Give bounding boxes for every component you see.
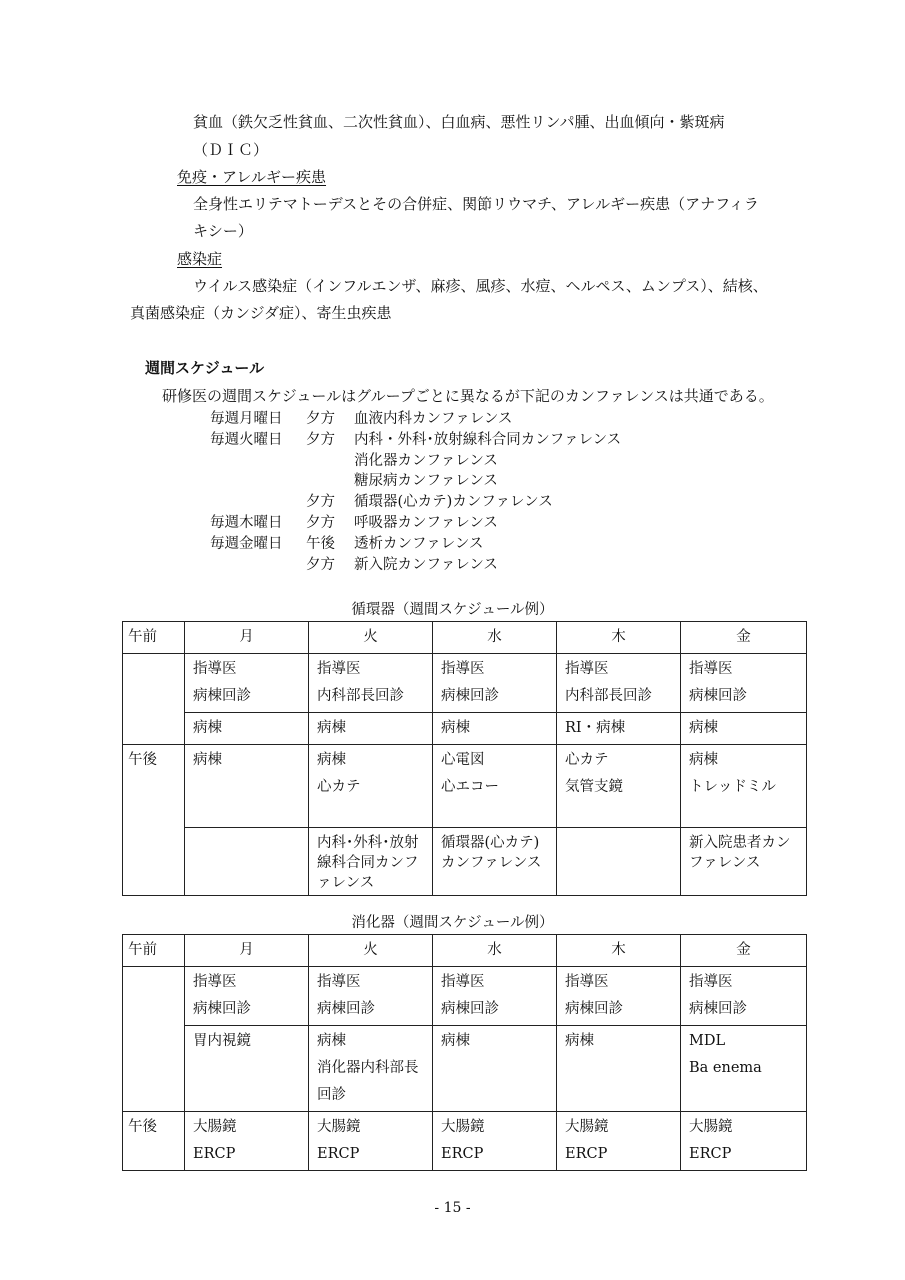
table-row <box>123 828 807 896</box>
schedule-cell: 指導医 病棟回診 <box>681 654 807 713</box>
conference-time: 夕方 <box>306 556 335 573</box>
conference-day: 毎週火曜日 <box>210 431 283 448</box>
schedule-cell <box>185 828 309 896</box>
conference-time: 夕方 <box>306 431 335 448</box>
immune-heading: 免疫・アレルギー疾患 <box>177 168 327 186</box>
conference-name: 透析カンファレンス <box>354 535 484 552</box>
schedule-cell: 新入院患者カンファレンス <box>681 828 807 896</box>
day-header: 金 <box>681 935 807 967</box>
schedule-cell: 内科･外科･放射線科合同カンファレンス <box>309 828 433 896</box>
am-block-cell <box>123 654 185 745</box>
table-row <box>123 654 807 713</box>
conference-name: 内科・外科･放射線科合同カンファレンス <box>354 431 622 448</box>
schedule-cell: 病棟 <box>433 713 557 745</box>
cardiology-table-caption: 循環器（週間スケジュール例） <box>351 602 554 618</box>
table-row <box>123 1026 807 1112</box>
am-label: 午前 <box>123 622 185 654</box>
schedule-cell: 心電図 心エコー <box>433 745 557 828</box>
weekly-schedule-heading: 週間スケジュール <box>145 359 265 377</box>
conference-time: 夕方 <box>306 494 335 511</box>
schedule-cell: MDL Ba enema <box>681 1026 807 1112</box>
conference-name: 消化器カンファレンス <box>354 452 498 469</box>
conference-time: 夕方 <box>306 515 335 531</box>
schedule-cell: 指導医 病棟回診 <box>433 967 557 1026</box>
table-row <box>123 745 807 828</box>
schedule-cell: 病棟 トレッドミル <box>681 745 807 828</box>
schedule-cell: 指導医 病棟回診 <box>681 967 807 1026</box>
schedule-cell: 大腸鏡 ERCP <box>185 1112 309 1171</box>
schedule-cell: 指導医 病棟回診 <box>433 654 557 713</box>
table-header-row <box>123 622 807 654</box>
schedule-cell: 病棟 消化器内科部長 回診 <box>309 1026 433 1112</box>
conference-time: 夕方 <box>306 411 335 427</box>
schedule-cell: 大腸鏡 ERCP <box>433 1112 557 1171</box>
schedule-cell: 病棟 <box>185 713 309 745</box>
conference-name: 循環器(心カテ)カンファレンス <box>354 494 553 511</box>
schedule-cell: 病棟 <box>185 745 309 828</box>
schedule-cell: 指導医 病棟回診 <box>309 967 433 1026</box>
schedule-cell: 病棟 <box>681 713 807 745</box>
day-header: 月 <box>185 622 309 654</box>
day-header: 月 <box>185 935 309 967</box>
blood-diseases-line-1: 貧血（鉄欠乏性貧血、二次性貧血）、白血病、悪性リンパ腫、出血傾向・紫斑病 <box>193 113 725 131</box>
table-row <box>123 967 807 1026</box>
conference-day: 毎週金曜日 <box>210 535 283 552</box>
schedule-cell <box>557 828 681 896</box>
schedule-cell: 病棟 <box>433 1026 557 1112</box>
gastro-schedule-table <box>122 934 807 1171</box>
blood-diseases-line-2: （ＤＩＣ） <box>193 141 269 159</box>
schedule-cell: 大腸鏡 ERCP <box>557 1112 681 1171</box>
day-header: 金 <box>681 622 807 654</box>
day-header: 木 <box>557 622 681 654</box>
pm-label: 午後 <box>123 1112 185 1171</box>
schedule-cell: 指導医 病棟回診 <box>185 967 309 1026</box>
gastro-table-caption: 消化器（週間スケジュール例） <box>351 915 554 931</box>
schedule-cell: RI・病棟 <box>557 713 681 745</box>
infection-diseases-line-2: 真菌感染症（カンジダ症）、寄生虫疾患 <box>130 304 392 322</box>
conference-name: 糖尿病カンファレンス <box>354 473 498 490</box>
cardiology-schedule-table <box>122 621 807 896</box>
schedule-cell: 病棟 <box>557 1026 681 1112</box>
immune-diseases-line-2: キシー） <box>193 222 253 240</box>
conference-day: 毎週木曜日 <box>210 515 283 531</box>
immune-diseases-line-1: 全身性エリテマトーデスとその合併症、関節リウマチ、アレルギー疾患（アナフィラ <box>193 195 759 213</box>
day-header: 水 <box>433 935 557 967</box>
table-row <box>123 713 807 745</box>
table-header-row <box>123 935 807 967</box>
schedule-cell: 指導医 内科部長回診 <box>309 654 433 713</box>
infection-diseases-line-1: ウイルス感染症（インフルエンザ、麻疹、風疹、水痘、ヘルペス、ムンプス）、結核、 <box>193 277 768 295</box>
table-row <box>123 1112 807 1171</box>
conference-name: 新入院カンファレンス <box>354 556 498 573</box>
schedule-cell: 心カテ 気管支鏡 <box>557 745 681 828</box>
am-block-cell <box>123 967 185 1112</box>
day-header: 火 <box>309 935 433 967</box>
schedule-cell: 指導医 病棟回診 <box>185 654 309 713</box>
schedule-cell: 病棟 心カテ <box>309 745 433 828</box>
page-number: - 15 - <box>434 1200 471 1216</box>
conference-name: 呼吸器カンファレンス <box>354 515 498 531</box>
schedule-cell: 指導医 内科部長回診 <box>557 654 681 713</box>
infection-heading: 感染症 <box>177 250 223 268</box>
am-label: 午前 <box>123 935 185 967</box>
schedule-cell: 循環器(心カテ)カンファレンス <box>433 828 557 896</box>
pm-label: 午後 <box>123 745 185 896</box>
schedule-cell: 指導医 病棟回診 <box>557 967 681 1026</box>
conference-time: 午後 <box>306 535 335 552</box>
schedule-cell: 病棟 <box>309 713 433 745</box>
schedule-cell: 胃内視鏡 <box>185 1026 309 1112</box>
day-header: 水 <box>433 622 557 654</box>
weekly-schedule-intro: 研修医の週間スケジュールはグループごとに異なるが下記のカンファレンスは共通である。 <box>162 387 774 405</box>
schedule-cell: 大腸鏡 ERCP <box>681 1112 807 1171</box>
conference-name: 血液内科カンファレンス <box>354 411 513 427</box>
day-header: 木 <box>557 935 681 967</box>
day-header: 火 <box>309 622 433 654</box>
schedule-cell: 大腸鏡 ERCP <box>309 1112 433 1171</box>
conference-day: 毎週月曜日 <box>210 411 283 427</box>
